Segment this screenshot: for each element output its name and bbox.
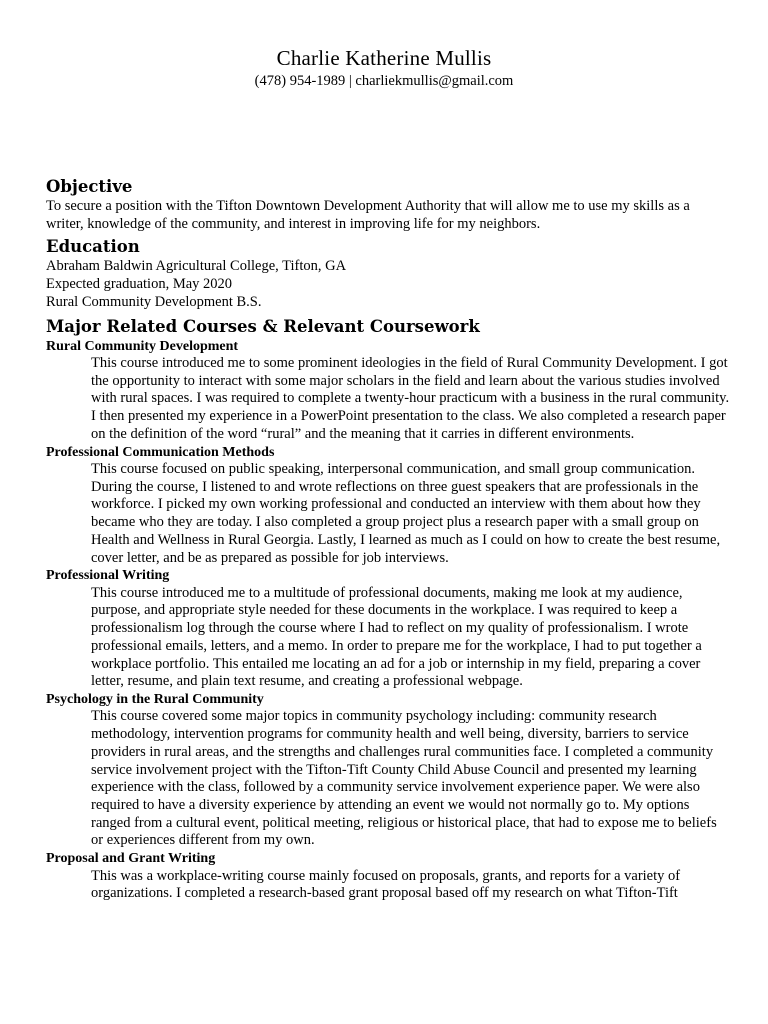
education-graduation: Expected graduation, May 2020 [46,276,233,293]
course-description: This was a workplace-writing course mainly focused on proposals, grants, and reports for a variety of organizations. I completed a research-based grant proposal based off my research on what Tifton-Tift [91,867,681,902]
course-title: Professional Writing [46,568,170,584]
objective-section [46,175,730,233]
education-degree: Rural Community Development B.S. [46,293,262,310]
course-description: This course introduced me to some prominent ideologies in the field of Rural Community Development. I got the opportunity to interact with some major scholars in the field and learn about the various studies involved with rural spaces. I was required to complete a twenty-hour practicum with a business in the rural community. I then presented my experience in a PowerPoint presentation to the class. We also completed a research paper on the definition of the word “rural” and the meaning that it carries in different environments. [91,355,730,442]
resume-body [46,175,730,903]
course-item [46,444,730,568]
courses-heading: Major Related Courses & Relevant Coursework [46,316,480,336]
course-description: This course focused on public speaking, interpersonal communication, and small group communication. During the course, I listened to and wrote reflections on three guest speakers that are professionals in the workforce. I picked my own working professional and conducted an interview with them about how they became who they are today. I also completed a group project plus a research paper with a small group on Health and Wellness in Rural Georgia. Lastly, I learned as much as I could on how to create the best resume, cover letter, and be as prepared as possible for job interviews. [91,461,721,566]
course-title: Psychology in the Rural Community [46,691,264,707]
course-item [46,850,730,903]
education-school: Abraham Baldwin Agricultural College, Tifton, GA [46,258,347,275]
education-heading: Education [46,237,140,257]
course-item [46,567,730,691]
course-item [46,338,730,444]
resume-header [0,44,768,90]
education-section [46,235,730,311]
objective-heading: Objective [46,177,133,196]
course-title: Rural Community Development [46,338,239,354]
course-item [46,691,730,850]
course-title: Proposal and Grant Writing [46,851,216,867]
course-description: This course covered some major topics in community psychology including: community research methodology, intervention programs for community health and well being, diversity, barriers to service providers in rural areas, and the strengths and challenges rural communities face. I completed a community service involvement project with the Tifton-Tift County Child Abuse Council and presented my learning experience with the class, followed by a community service involvement experience paper. We were also required to have a diversity experience by attending an event we would not normally go to. My options ranged from a cultural event, political meeting, religious or historical place, that had to expose me to beliefs or experiences different from my own. [91,708,717,849]
candidate-name: Charlie Katherine Mullis [276,46,492,70]
course-title: Professional Communication Methods [46,444,275,460]
contact-info: (478) 954-1989 | charliekmullis@gmail.com [254,73,514,89]
course-description: This course introduced me to a multitude of professional documents, making me look at my audience, purpose, and appropriate style needed for these documents in the workplace. I was required to keep a professionalism log through the course where I had to reflect on my quality of professionalism. I wrote professional emails, letters, and a memo. In order to prepare me for the workplace, I had to put together a workplace portfolio. This entailed me locating an ad for a job or internship in my field, preparing a cover letter, resume, and plain text resume, and creating a professional webpage. [91,584,702,690]
objective-text: To secure a position with the Tifton Downtown Development Authority that will allow me to use my skills as a writer, knowledge of the community, and interest in improving life for my neighbors. [46,198,690,232]
courses-section [46,315,730,903]
